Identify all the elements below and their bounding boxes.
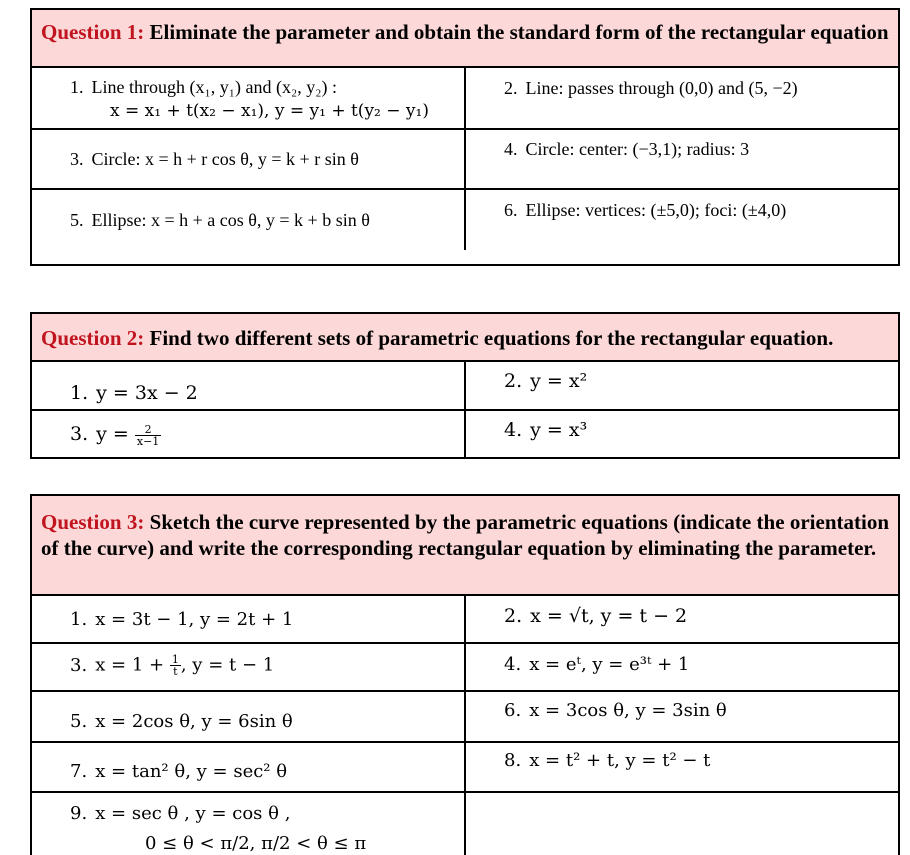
q1-item-3-text: Circle: x = h + r cos θ, y = k + r sin θ — [91, 149, 359, 169]
question-3-text: Sketch the curve represented by the parametric equations (indicate the orientation of the curve) and write the corresponding rectangular equation by eliminating the parameter. — [41, 510, 890, 560]
table-row — [32, 130, 898, 190]
q3-item-6 — [466, 692, 898, 741]
q2-item-3-prefix: y = — [96, 423, 129, 445]
item-number: 9. — [70, 803, 88, 824]
q3-item-6-text: x = 3cos θ, y = 3sin θ — [529, 700, 727, 721]
q3-item-8-text: x = t² + t, y = t² − t — [529, 750, 711, 771]
q2-item-3 — [32, 411, 466, 457]
item-number: 1. — [70, 382, 89, 404]
table-row — [32, 411, 898, 457]
q3-item-5 — [32, 692, 466, 741]
item-number: 1. — [70, 77, 84, 97]
table-row — [32, 743, 898, 793]
q1-item-3 — [32, 130, 466, 188]
question-3-label: Question 3: — [41, 510, 145, 534]
item-number: 7. — [70, 761, 88, 782]
table-row — [32, 793, 898, 855]
q1-item-1-line1: Line through (x₁, y₁) and (x₂, y₂) : — [91, 77, 338, 97]
item-number: 4. — [504, 654, 522, 675]
q1-item-4 — [466, 130, 898, 188]
q3-item-4-text: x = eᵗ, y = e³ᵗ + 1 — [529, 654, 690, 675]
item-number: 3. — [70, 423, 89, 445]
q3-item-3-prefix: x = 1 + — [95, 654, 165, 676]
question-2-header — [32, 314, 898, 362]
question-1-block — [30, 8, 900, 266]
q3-item-3 — [32, 644, 466, 690]
item-number: 6. — [504, 700, 522, 721]
q1-item-1-line2: x = x₁ + t(x₂ − x₁), y = y₁ + t(y₂ − y₁) — [110, 101, 429, 121]
q3-item-8 — [466, 743, 898, 791]
q2-item-2-text: y = x² — [530, 370, 588, 392]
q3-item-1 — [32, 596, 466, 642]
q1-item-5-text: Ellipse: x = h + a cos θ, y = k + b sin θ — [91, 210, 370, 230]
table-row — [32, 692, 898, 743]
item-number: 4. — [504, 419, 523, 441]
table-row — [32, 190, 898, 250]
table-row — [32, 644, 898, 692]
item-number: 2. — [504, 370, 523, 392]
question-2-label: Question 2: — [41, 326, 145, 350]
q1-item-1 — [32, 68, 466, 128]
question-2-text: Find two different sets of parametric equations for the rectangular equation. — [149, 326, 834, 350]
item-number: 2. — [504, 78, 518, 98]
item-number: 5. — [70, 210, 84, 230]
table-row — [32, 68, 898, 130]
q2-item-1-text: y = 3x − 2 — [96, 382, 198, 404]
q3-item-3-suffix: , y = t − 1 — [180, 654, 275, 676]
table-row — [32, 362, 898, 411]
item-number: 8. — [504, 750, 522, 771]
q3-item-2 — [466, 596, 898, 642]
question-3-header — [32, 496, 898, 596]
item-number: 3. — [70, 654, 88, 676]
q1-item-2 — [466, 68, 898, 128]
q3-item-2-text: x = √t, y = t − 2 — [530, 605, 688, 627]
q1-item-5 — [32, 190, 466, 250]
q3-item-7 — [32, 743, 466, 791]
q2-item-4 — [466, 411, 898, 457]
q1-item-6 — [466, 190, 898, 250]
q3-empty-cell — [466, 793, 898, 855]
q2-item-1 — [32, 362, 466, 409]
fraction-denominator: t — [173, 665, 178, 678]
q2-item-2 — [466, 362, 898, 409]
q1-item-4-text: Circle: center: (−3,1); radius: 3 — [525, 139, 750, 159]
question-3-block — [30, 494, 900, 855]
question-1-label: Question 1: — [41, 20, 145, 44]
item-number: 3. — [70, 149, 84, 169]
fraction — [170, 654, 181, 677]
q1-item-6-text: Ellipse: vertices: (±5,0); foci: (±4,0) — [525, 200, 787, 220]
fraction-denominator: x−1 — [136, 434, 160, 448]
fraction-numerator: 1 — [171, 653, 179, 666]
q3-item-9-line1: x = sec θ , y = cos θ , — [95, 803, 291, 824]
table-row — [32, 596, 898, 644]
q3-item-9-line2: 0 ≤ θ < π/2, π/2 < θ ≤ π — [145, 833, 367, 854]
question-1-text: Eliminate the parameter and obtain the standard form of the rectangular equation — [149, 20, 889, 44]
q3-item-9 — [32, 793, 466, 855]
question-1-header — [32, 10, 898, 68]
fraction-numerator: 2 — [135, 424, 161, 436]
q3-item-4 — [466, 644, 898, 690]
q3-item-1-text: x = 3t − 1, y = 2t + 1 — [95, 609, 294, 630]
q3-item-7-text: x = tan² θ, y = sec² θ — [95, 761, 288, 782]
fraction — [135, 424, 161, 447]
q1-item-2-text: Line: passes through (0,0) and (5, −2) — [525, 78, 798, 98]
item-number: 1. — [70, 609, 88, 630]
question-2-block — [30, 312, 900, 459]
item-number: 6. — [504, 200, 518, 220]
q3-item-5-text: x = 2cos θ, y = 6sin θ — [95, 711, 293, 732]
q2-item-4-text: y = x³ — [530, 419, 588, 441]
item-number: 2. — [504, 605, 523, 627]
item-number: 5. — [70, 711, 88, 732]
item-number: 4. — [504, 139, 518, 159]
